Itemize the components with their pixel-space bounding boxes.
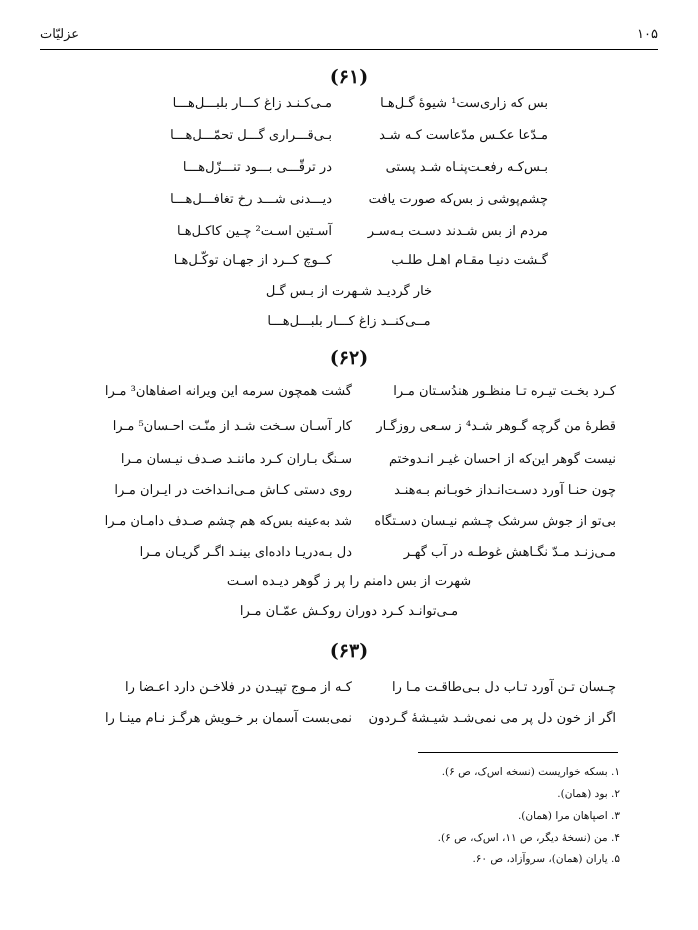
hemistich-first: مردم از بس شـدند دسـت بـه‌سـر: [367, 224, 548, 239]
hemistich-first: چـسان تـن آورد تـاب دل بـی‌طاقـت مـا را: [392, 680, 616, 695]
hemistich-first: گـشت دنیـا مقـام اهـل طلـب: [391, 253, 548, 268]
poem-61-number: (۶۱): [329, 66, 369, 88]
footnote-3: ۳. اصپاهان مرا (همان).: [517, 810, 620, 822]
hemistich-second: در ترقّـــی بـــود تنـــزّل‌هـــا: [182, 160, 332, 175]
hemistich-second: گشت همچون سرمه این ویرانه اصفاهان³ مـرا: [104, 384, 352, 399]
poem-62-closing-second: مـی‌توانـد کـرد دوران روکـش عمّـان مـرا: [239, 604, 459, 619]
footnote-5: ۵. یاران (همان)، سروآزاد، ص ۶۰.: [472, 853, 620, 865]
hemistich-second: دیـــدنی شـــد رخ تغافـــل‌هـــا: [170, 192, 332, 207]
hemistich-second: شد به‌عینه بس‌که هم چشم صـدف دامـان مـرا: [104, 514, 352, 529]
hemistich-first: بـس‌کـه رفعـت‌پنـاه شـد پستی: [385, 160, 548, 175]
hemistich-first: چون حنـا آورد دسـت‌انـداز خوبـانم بـه‌هنـد: [394, 483, 616, 498]
poem-61-closing-second: مــی‌کنــد زاغ کـــار بلبـــل‌هـــا: [267, 314, 431, 329]
page-header: [40, 22, 658, 46]
hemistich-second: آسـتین اسـت² چـین کاکـل‌هـا: [176, 224, 332, 239]
hemistich-second: سـنگ بـاران کـرد ماننـد صـدف نیـسان مـرا: [120, 452, 352, 467]
poem-61-couplet-2: [0, 128, 698, 148]
page-number: ۱۰۵: [637, 26, 658, 42]
poem-62-couplet-5: [0, 514, 698, 534]
header-rule: [40, 49, 658, 50]
poem-62-couplet-6: [0, 545, 698, 565]
poem-61-couplet-1: [0, 96, 698, 116]
hemistich-second: کار آسـان سـخت شـد از منّـت احـسان⁵ مـرا: [112, 419, 352, 434]
poem-61-couplet-5: [0, 224, 698, 244]
poem-61-couplet-3: [0, 160, 698, 180]
hemistich-first: بس که زاری‌ست¹ شیوهٔ گـل‌هـا: [380, 96, 548, 111]
poem-61-closing-first: خار گردیـد شـهرت از بـس گـل: [265, 284, 433, 299]
hemistich-first: چشم‌پوشی ز بس‌که صورت یافت: [368, 192, 548, 207]
hemistich-first: مـدّعا عکـس مدّعاست کـه شـد: [379, 128, 548, 143]
hemistich-first: اگر از خون دل پر می نمی‌شـد شیـشهٔ گـردون: [368, 711, 616, 726]
poem-63-couplet-1: [0, 680, 698, 700]
hemistich-first: نیست گوهر این‌که از احسان غیـر انـدوختم: [388, 452, 616, 467]
footnote-1: ۱. بسکه خواریست (نسخه اس‌ک، ص ۶).: [441, 766, 620, 778]
poem-62-number: (۶۲): [329, 347, 369, 369]
hemistich-second: کـه از مـوج تپیـدن در فلاخـن دارد اعـضا را: [125, 680, 352, 695]
poem-62-couplet-4: [0, 483, 698, 503]
hemistich-second: بـی‌قـــراری گـــل تحمّـــل‌هـــا: [170, 128, 332, 143]
poem-63-number: (۶۳): [329, 640, 369, 662]
poem-62-couplet-3: [0, 452, 698, 472]
hemistich-first: کـرد بخـت تیـره تـا منظـور هندُسـتان مـرا: [393, 384, 616, 399]
footnote-rule: [418, 752, 618, 753]
poem-62-closing-first: شهرت از بس دامنم را پر ز گوهر دیـده اسـت: [226, 574, 472, 589]
hemistich-second: مـی‌کـنـد زاغ کـــار بلبـــل‌هـــا: [172, 96, 332, 111]
hemistich-first: بی‌تو از جوش سرشک چـشم نیـسان دسـتگاه: [374, 514, 616, 529]
footnote-4: ۴. من (نسخهٔ دیگر، ص ۱۱، اس‌ک، ص ۶).: [437, 832, 620, 844]
poem-62-couplet-2: [0, 419, 698, 439]
poem-63-couplet-2: [0, 711, 698, 731]
hemistich-second: روی دستی کـاش مـی‌انـداخت در ایـران مـرا: [114, 483, 352, 498]
hemistich-second: نمی‌بست آسمان بر خـویش هرگـز نـام مینـا را: [104, 711, 352, 726]
poem-61-couplet-6: [0, 253, 698, 273]
hemistich-first: قطرهٔ من گرچه گـوهر شـد⁴ ز سـعی روزگـار: [376, 419, 616, 434]
hemistich-first: مـی‌زنـد مـدّ نگـاهش غوطـه در آب گهـر: [403, 545, 616, 560]
running-title: عزلیّات: [40, 26, 80, 42]
hemistich-second: کــوچ کــرد از جهـان توکّـل‌هـا: [173, 253, 332, 268]
hemistich-second: دل بـه‌دریـا داده‌ای بینـد اگـر گریـان مـرا: [139, 545, 352, 560]
footnote-2: ۲. بود (همان).: [557, 788, 620, 800]
poem-62-couplet-1: [0, 384, 698, 404]
poem-61-couplet-4: [0, 192, 698, 212]
